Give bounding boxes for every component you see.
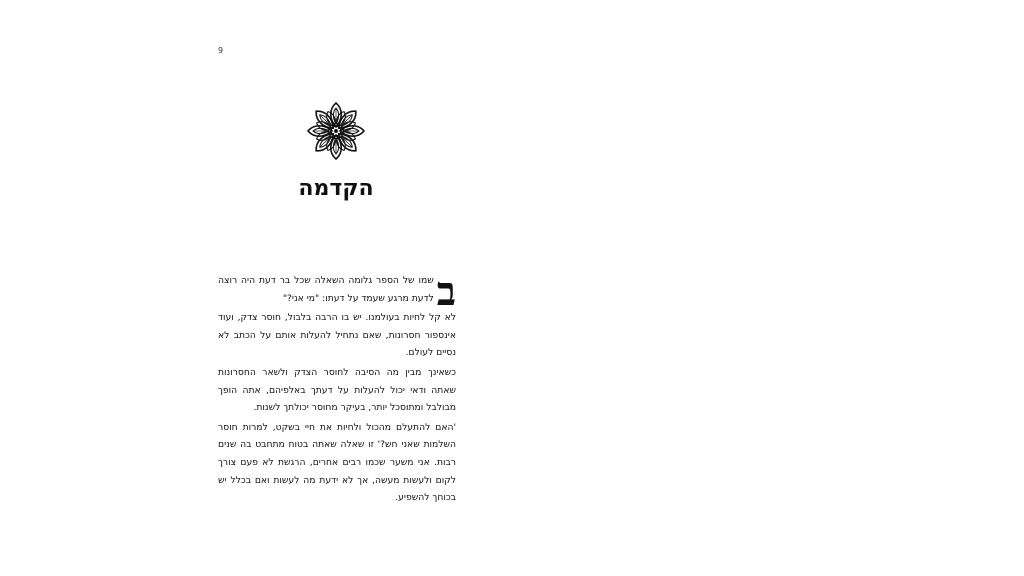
mandala-icon xyxy=(306,101,366,161)
paragraph-1: שמו של הספר גלומה השאלה שכל בר דעת היה רוצה לדעת מרגע שעמד על דעתו: "מי אני?" xyxy=(218,275,434,304)
paragraph-4: 'האם להתעלם מהכול ולחיות את חיי בשקט, למרות חוסר השלמות שאני חש?' זו שאלה שאתה בטוח מתחבט בה שנים רבות. אני משער שכמו רבים אחרים, הרגשת לא פעם צורך לקום ולעשות מעשה, אך לא ידעת מה לעשות ואם בכלל יש בכוחך להשפיע. xyxy=(218,421,456,504)
chapter-title: הקדמה xyxy=(298,176,374,201)
page-number: 9 xyxy=(218,46,224,55)
drop-cap: ב xyxy=(436,268,456,315)
paragraph-2: לא קל לחיות בעולמנו. יש בו הרבה בלבול, חוסר צדק, ועוד אינספור חסרונות, שאם נתחיל להעלות אותם על הכתב לא נסיים לעולם. xyxy=(218,312,456,359)
paragraph-3: כשאינך מבין מה הסיבה לחוסר הצדק ולשאר החסרונות שאתה ודאי יכול להעלות על דעתך באלפיהם, אתה הופך מבולבל ומתוסכל יותר, בעיקר מחוסר יכולתך לשנות. xyxy=(218,366,456,414)
body-text xyxy=(218,268,456,509)
